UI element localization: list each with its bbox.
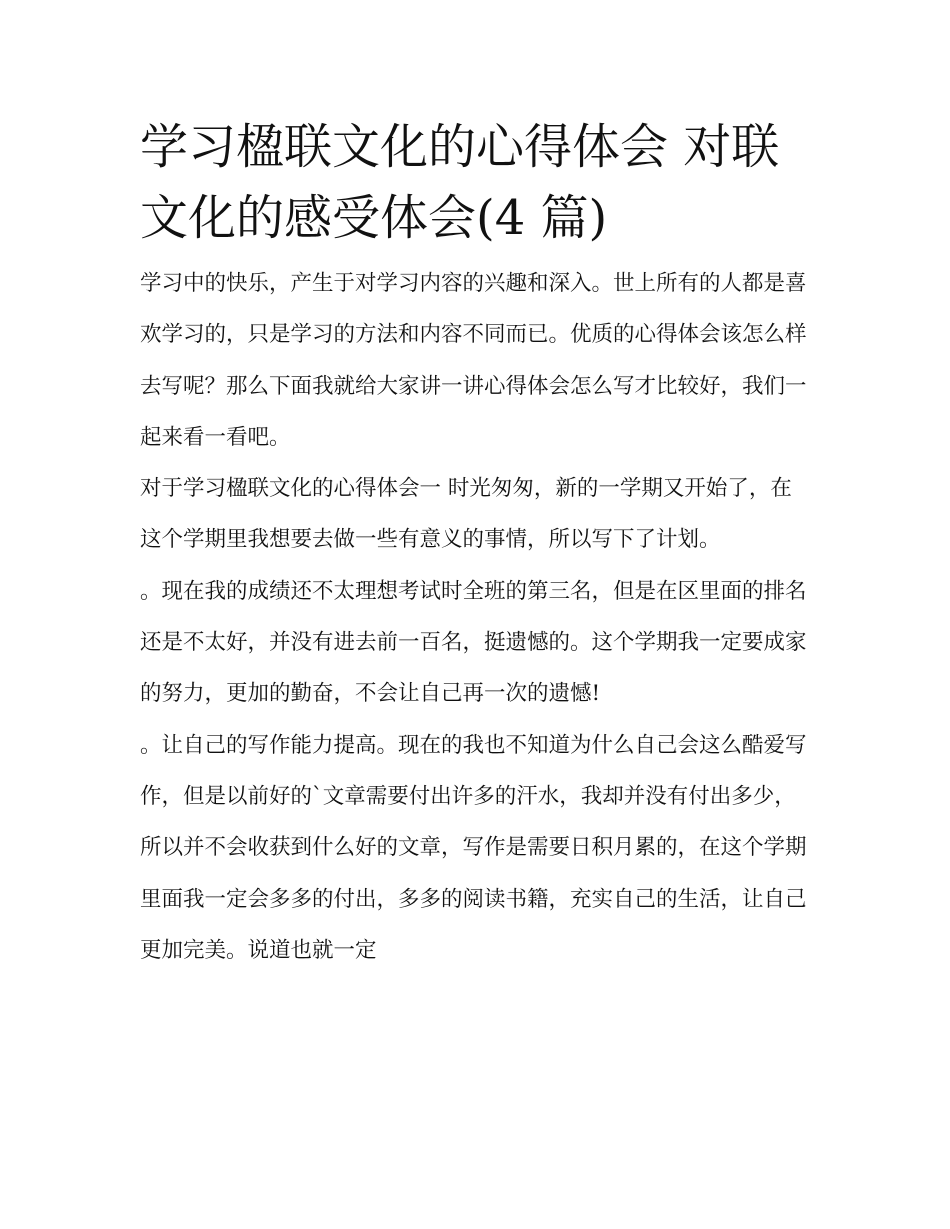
paragraph-writing: 。让自己的写作能力提高。现在的我也不知道为什么自己会这么酷爱写作，但是以前好的`文章需要付出许多的汗水，我却并没有付出多少，所以并不会收获到什么好的文章，写作是需要日积月累的，在这个学期里面我一定会多多的付出，多多的阅读书籍，充实自己的生活，让自己更加完美。说道也就一定 — [140, 732, 807, 963]
paragraph-intro: 学习中的快乐，产生于对学习内容的兴趣和深入。世上所有的人都是喜欢学习的，只是学习的方法和内容不同而已。优质的心得体会该怎么样去写呢？那么下面我就给大家讲一讲心得体会怎么写才比较好，我们一起来看一看吧。 — [140, 271, 807, 450]
paragraph-grades: 。现在我的成绩还不太理想考试时全班的第三名，但是在区里面的排名还是不太好，并没有进去前一百名，挺遗憾的。这个学期我一定要成家的努力，更加的勤奋，不会让自己再一次的遗憾! — [140, 578, 807, 707]
paragraph-experience-one: 对于学习楹联文化的心得体会一 时光匆匆，新的一学期又开始了，在这个学期里我想要去做一些有意义的事情，所以写下了计划。 — [140, 476, 792, 553]
document-title: 学习楹联文化的心得体会 对联文化的感受体会(4 篇) — [140, 119, 780, 246]
document-content — [140, 112, 812, 976]
